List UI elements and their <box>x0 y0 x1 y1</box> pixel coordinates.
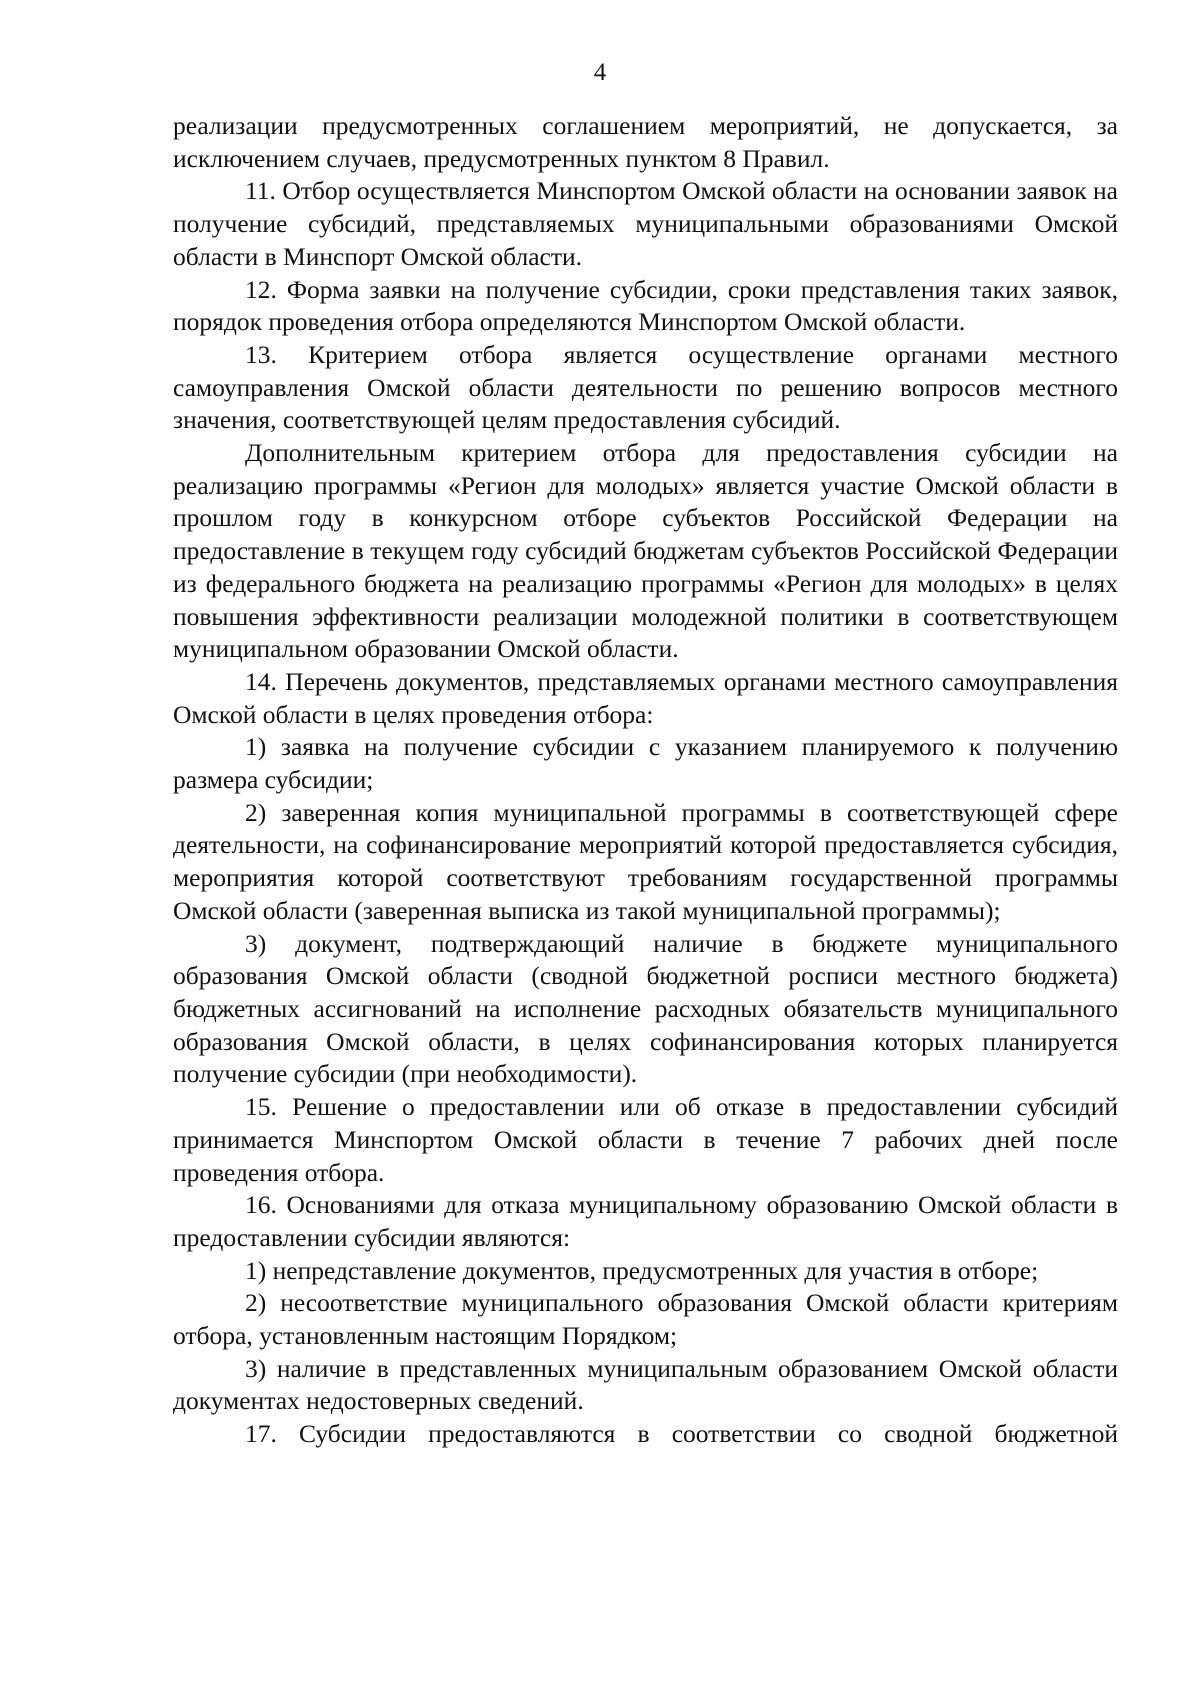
paragraph-item-11: 11. Отбор осуществляется Минспортом Омской области на основании заявок на получение субсидий, представляемых муниципальными образованиями Омской области в Минспорт Омской области. <box>173 176 1118 271</box>
paragraph-item-14-3: 3) документ, подтверждающий наличие в бюджете муниципального образования Омской области (сводной бюджетной росписи местного бюджета) бюджетных ассигнований на исполнение расходных обязательств муниципального образования Омской области, в целях софинансирования которых планируется получение субсидии (при необходимости). <box>173 928 1118 1089</box>
paragraph-item-13: 13. Критерием отбора является осуществление органами местного самоуправления Омской области деятельности по решению вопросов местного значения, соответствующей целям предоставления субсидий. <box>173 339 1118 435</box>
paragraph-item-16-2: 2) несоответствие муниципального образования Омской области критериям отбора, установленным настоящим Порядком; <box>173 1288 1118 1351</box>
paragraph-item-14-2: 2) заверенная копия муниципальной программы в соответствующей сфере деятельности, на софинансирование мероприятий которой предоставляется субсидия, мероприятия которой соответствуют требованиям государственной программы Омской области (заверенная выписка из такой муниципальной программы); <box>173 797 1118 925</box>
paragraph-item-14: 14. Перечень документов, представляемых органами местного самоуправления Омской области в целях проведения отбора: <box>173 666 1118 729</box>
paragraph-item-17: 17. Субсидии предоставляются в соответствии со сводной бюджетной <box>245 1419 1118 1449</box>
paragraph-item-16: 16. Основаниями для отказа муниципальному образованию Омской области в предоставлении субсидии являются: <box>173 1190 1118 1252</box>
document-body <box>173 110 1118 1451</box>
paragraph-item-16-1: 1) непредставление документов, предусмотренных для участия в отборе; <box>245 1255 1039 1285</box>
paragraph-item-16-3: 3) наличие в представленных муниципальным образованием Омской области документах недостоверных сведений. <box>173 1353 1118 1416</box>
paragraph-item-12: 12. Форма заявки на получение субсидии, сроки представления таких заявок, порядок проведения отбора определяются Минспортом Омской области. <box>173 274 1118 337</box>
paragraph-item-15: 15. Решение о предоставлении или об отказе в предоставлении субсидий принимается Минспортом Омской области в течение 7 рабочих дней после проведения отбора. <box>173 1092 1118 1187</box>
page-number: 4 <box>593 59 607 86</box>
paragraph-item-14-1: 1) заявка на получение субсидии с указанием планируемого к получению размера субсидии; <box>173 732 1118 795</box>
paragraph-additional-criterion: Дополнительным критерием отбора для предоставления субсидии на реализацию программы «Регион для молодых» является участие Омской области в прошлом году в конкурсном отборе субъектов Российской Федерации на предоставление в текущем году субсидий бюджетам субъектов Российской Федерации из федерального бюджета на реализацию программы «Регион для молодых» в целях повышения эффективности реализации молодежной политики в соответствующем муниципальном образовании Омской области. <box>173 438 1118 664</box>
paragraph-continuation: реализации предусмотренных соглашением мероприятий, не допускается, за исключением случаев, предусмотренных пунктом 8 Правил. <box>173 111 1118 173</box>
